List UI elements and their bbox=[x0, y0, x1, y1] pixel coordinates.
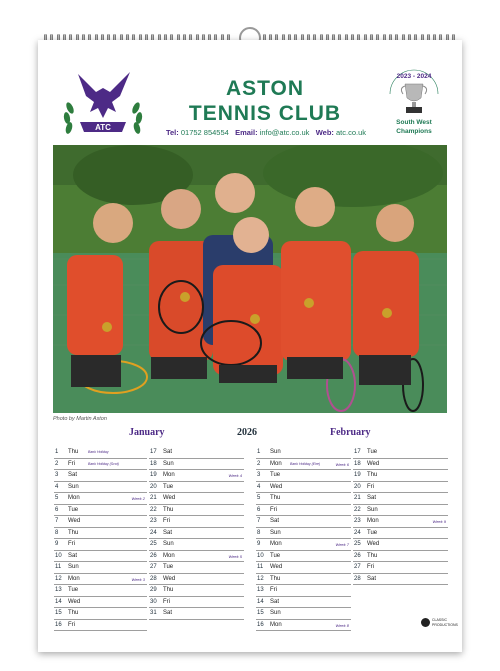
weekday-name: Thu bbox=[270, 575, 281, 582]
photo-credit: Photo by Martin Aston bbox=[53, 416, 107, 422]
calendar-day-row bbox=[256, 585, 351, 597]
calendar-day-row bbox=[256, 608, 351, 620]
calendar-day-row bbox=[149, 562, 244, 574]
weekday-name: Fri bbox=[163, 598, 170, 605]
day-number: 26 bbox=[354, 552, 361, 559]
day-number: 6 bbox=[55, 506, 59, 513]
calendar-day-row bbox=[353, 516, 448, 528]
january-column-1 bbox=[54, 447, 147, 631]
calendar-day-row bbox=[149, 585, 244, 597]
calendar-day-row bbox=[256, 574, 351, 586]
day-number: 10 bbox=[55, 552, 62, 559]
day-number: 11 bbox=[257, 564, 264, 570]
day-number: 5 bbox=[257, 495, 261, 501]
weekday-name: Fri bbox=[270, 506, 277, 513]
weekday-name: Wed bbox=[68, 598, 81, 605]
weekday-name: Sat bbox=[367, 495, 377, 501]
day-number: 8 bbox=[257, 529, 261, 536]
day-number: 21 bbox=[354, 495, 361, 501]
calendar-day-row bbox=[353, 470, 448, 482]
weekday-name: Mon bbox=[270, 460, 282, 467]
weekday-name: Thu bbox=[270, 495, 281, 501]
day-number: 17 bbox=[150, 449, 157, 455]
calendar-day-row bbox=[149, 493, 244, 505]
calendar-day-row bbox=[54, 505, 147, 517]
calendar-day-row bbox=[54, 551, 147, 563]
tel-value: 01752 854554 bbox=[180, 128, 229, 137]
calendar-day-row bbox=[54, 562, 147, 574]
weekday-name: Mon bbox=[163, 472, 175, 478]
weekday-name: Sun bbox=[270, 529, 281, 536]
contact-line bbox=[152, 128, 380, 137]
weekday-name: Fri bbox=[68, 541, 75, 547]
logo-text: ATC bbox=[95, 123, 111, 132]
week-number: Week 9 bbox=[432, 519, 446, 524]
day-number: 7 bbox=[257, 518, 261, 524]
weekday-name: Fri bbox=[270, 587, 277, 593]
day-number: 14 bbox=[55, 598, 62, 605]
day-number: 2 bbox=[55, 460, 59, 467]
calendar-day-row bbox=[256, 620, 351, 632]
calendar-day-row bbox=[256, 539, 351, 551]
weekday-name: Mon bbox=[270, 541, 282, 547]
day-number: 16 bbox=[257, 621, 264, 628]
day-number: 8 bbox=[55, 529, 59, 536]
calendar-day-row bbox=[256, 470, 351, 482]
day-number: 15 bbox=[55, 610, 62, 616]
calendar-day-row bbox=[54, 574, 147, 586]
week-number: Week 8 bbox=[335, 622, 349, 628]
day-number: 22 bbox=[354, 506, 361, 513]
weekday-name: Tue bbox=[163, 483, 174, 490]
calendar-day-row bbox=[256, 528, 351, 540]
calendar-headers bbox=[53, 427, 447, 443]
weekday-name: Fri bbox=[68, 621, 75, 628]
publisher-logo bbox=[421, 617, 458, 629]
day-number: 27 bbox=[150, 564, 157, 570]
calendar-day-row bbox=[353, 574, 448, 586]
day-number: 19 bbox=[150, 472, 157, 478]
weekday-name: Sun bbox=[163, 541, 174, 547]
weekday-name: Thu bbox=[367, 552, 378, 559]
club-title bbox=[150, 76, 380, 126]
weekday-name: Sun bbox=[68, 483, 79, 490]
calendar-day-row bbox=[353, 539, 448, 551]
day-number: 10 bbox=[257, 552, 264, 559]
weekday-name: Thu bbox=[367, 472, 378, 478]
weekday-name: Fri bbox=[367, 564, 374, 570]
weekday-name: Wed bbox=[367, 541, 380, 547]
calendar-day-row bbox=[353, 447, 448, 459]
weekday-name: Wed bbox=[367, 460, 380, 467]
weekday-name: Sun bbox=[270, 449, 281, 455]
day-number: 4 bbox=[257, 483, 261, 490]
weekday-name: Tue bbox=[367, 529, 378, 536]
weekday-name: Sat bbox=[367, 575, 377, 582]
day-number: 17 bbox=[354, 449, 361, 455]
calendar-day-row bbox=[256, 516, 351, 528]
calendar-day-row bbox=[54, 470, 147, 482]
holiday-note: Bank Holiday bbox=[88, 450, 109, 454]
day-number: 31 bbox=[150, 610, 157, 616]
day-number: 14 bbox=[257, 598, 264, 605]
web-label: Web: bbox=[315, 128, 334, 137]
day-number: 13 bbox=[257, 587, 264, 593]
weekday-name: Sat bbox=[68, 552, 78, 559]
weekday-name: Tue bbox=[270, 472, 281, 478]
calendar-day-row bbox=[54, 585, 147, 597]
weekday-name: Sun bbox=[68, 564, 79, 570]
february-column-1 bbox=[256, 447, 351, 631]
calendar-day-row bbox=[256, 551, 351, 563]
week-number: Week 7 bbox=[335, 542, 349, 547]
year-label: 2026 bbox=[237, 427, 257, 438]
weekday-name: Mon bbox=[367, 518, 379, 524]
weekday-name: Mon bbox=[270, 621, 282, 628]
tel-label: Tel: bbox=[165, 128, 179, 137]
club-logo-eagle-icon bbox=[60, 66, 146, 142]
calendar-day-row bbox=[149, 516, 244, 528]
calendar-day-row bbox=[256, 597, 351, 609]
day-number: 1 bbox=[257, 449, 261, 455]
calendar-day-row bbox=[256, 493, 351, 505]
day-number: 15 bbox=[257, 610, 264, 616]
day-number: 23 bbox=[354, 518, 361, 524]
calendar-day-row bbox=[54, 528, 147, 540]
calendar-day-row bbox=[256, 562, 351, 574]
holiday-note: Bank Holiday (Eire) bbox=[290, 461, 321, 466]
day-number: 20 bbox=[150, 483, 157, 490]
day-number: 18 bbox=[150, 460, 157, 467]
weekday-name: Sat bbox=[163, 449, 173, 455]
calendar-day-row bbox=[353, 505, 448, 517]
weekday-name: Thu bbox=[163, 587, 174, 593]
calendar-day-row bbox=[353, 528, 448, 540]
day-number: 22 bbox=[150, 506, 157, 513]
calendar-day-row bbox=[149, 470, 244, 482]
calendar-day-row bbox=[149, 539, 244, 551]
calendar-day-row bbox=[353, 562, 448, 574]
day-number: 9 bbox=[257, 541, 261, 547]
weekday-name: Wed bbox=[68, 518, 81, 524]
badge-season: 2023 - 2024 bbox=[396, 73, 432, 80]
day-number: 25 bbox=[150, 541, 157, 547]
publisher-line-2: PRODUCTIONS bbox=[432, 622, 458, 627]
weekday-name: Sat bbox=[163, 529, 173, 536]
day-number: 23 bbox=[150, 518, 157, 524]
calendar-day-row bbox=[54, 620, 147, 632]
day-number: 11 bbox=[55, 564, 62, 570]
weekday-name: Sun bbox=[367, 506, 378, 513]
calendar-day-row bbox=[256, 459, 351, 471]
calendar-day-row bbox=[149, 551, 244, 563]
month-title-january: January bbox=[129, 427, 165, 438]
weekday-name: Fri bbox=[163, 518, 170, 524]
weekday-name: Tue bbox=[68, 587, 79, 593]
title-line-2: TENNIS CLUB bbox=[188, 102, 342, 125]
weekday-name: Tue bbox=[270, 552, 281, 559]
calendar-day-row bbox=[149, 482, 244, 494]
weekday-name: Tue bbox=[367, 449, 378, 455]
trophy-badge-icon bbox=[386, 66, 442, 140]
weekday-name: Wed bbox=[270, 564, 283, 570]
publisher-name bbox=[432, 618, 458, 627]
day-number: 13 bbox=[55, 587, 62, 593]
calendar-day-row bbox=[54, 539, 147, 551]
calendar-day-row bbox=[54, 447, 147, 459]
day-number: 3 bbox=[257, 472, 261, 478]
day-number: 27 bbox=[354, 564, 361, 570]
calendar-day-row bbox=[149, 608, 244, 620]
day-number: 28 bbox=[354, 575, 361, 582]
badge-line-1: South West bbox=[396, 119, 432, 126]
day-number: 12 bbox=[55, 575, 62, 582]
email-label: Email: bbox=[235, 128, 258, 137]
weekday-name: Sat bbox=[270, 598, 280, 605]
weekday-name: Thu bbox=[163, 506, 174, 513]
calendar-day-row bbox=[353, 459, 448, 471]
title-line-1: ASTON bbox=[225, 77, 305, 100]
calendar-day-row bbox=[54, 597, 147, 609]
badge-line-2: Champions bbox=[396, 128, 432, 135]
calendar-day-row bbox=[256, 482, 351, 494]
calendar-day-row bbox=[54, 608, 147, 620]
day-number: 24 bbox=[150, 529, 157, 536]
publisher-line-1: CLASSIC bbox=[432, 618, 447, 622]
day-number: 26 bbox=[150, 552, 157, 559]
calendar-day-row bbox=[256, 505, 351, 517]
calendar-day-row bbox=[54, 482, 147, 494]
calendar-day-row bbox=[54, 516, 147, 528]
day-number: 9 bbox=[55, 541, 59, 547]
calendar-day-row bbox=[353, 551, 448, 563]
email-value: info@atc.co.uk bbox=[259, 128, 310, 137]
day-number: 2 bbox=[257, 460, 261, 467]
team-photo bbox=[53, 145, 447, 413]
day-number: 5 bbox=[55, 495, 59, 501]
day-number: 25 bbox=[354, 541, 361, 547]
weekday-name: Thu bbox=[68, 529, 79, 536]
weekday-name: Sat bbox=[68, 472, 78, 478]
day-number: 1 bbox=[55, 449, 59, 455]
calendar-day-row bbox=[149, 574, 244, 586]
day-number: 4 bbox=[55, 483, 59, 490]
day-number: 30 bbox=[150, 598, 157, 605]
day-number: 3 bbox=[55, 472, 59, 478]
week-number: Week 4 bbox=[228, 473, 242, 478]
publisher-logo-icon bbox=[421, 618, 430, 627]
calendar-day-row bbox=[353, 482, 448, 494]
weekday-name: Fri bbox=[68, 460, 75, 467]
january-column-2 bbox=[149, 447, 244, 620]
calendar-day-row bbox=[149, 447, 244, 459]
week-number: Week 3 bbox=[131, 576, 145, 582]
weekday-name: Mon bbox=[68, 495, 80, 501]
weekday-name: Sat bbox=[270, 518, 280, 524]
calendar-day-row bbox=[54, 459, 147, 471]
february-column-2 bbox=[353, 447, 448, 585]
weekday-name: Wed bbox=[163, 495, 176, 501]
week-number: Week 6 bbox=[335, 461, 349, 467]
weekday-name: Sun bbox=[270, 610, 281, 616]
weekday-name: Thu bbox=[68, 610, 79, 616]
calendar-day-row bbox=[353, 493, 448, 505]
weekday-name: Mon bbox=[68, 575, 80, 582]
day-number: 7 bbox=[55, 518, 59, 524]
day-number: 28 bbox=[150, 575, 157, 582]
day-number: 20 bbox=[354, 483, 361, 490]
weekday-name: Sat bbox=[163, 610, 173, 616]
weekday-name: Wed bbox=[163, 575, 176, 582]
day-number: 21 bbox=[150, 495, 157, 501]
weekday-name: Tue bbox=[68, 506, 79, 513]
weekday-name: Tue bbox=[163, 564, 174, 570]
calendar-day-row bbox=[149, 505, 244, 517]
calendar-day-row bbox=[256, 447, 351, 459]
day-number: 29 bbox=[150, 587, 157, 593]
holiday-note: Bank Holiday (Scot) bbox=[88, 461, 119, 466]
day-number: 16 bbox=[55, 621, 62, 628]
day-number: 18 bbox=[354, 460, 361, 467]
calendar-day-row bbox=[149, 597, 244, 609]
weekday-name: Fri bbox=[367, 483, 374, 490]
week-number: Week 5 bbox=[228, 553, 242, 559]
calendar-day-row bbox=[149, 459, 244, 471]
weekday-name: Sun bbox=[163, 460, 174, 467]
day-number: 19 bbox=[354, 472, 361, 478]
day-number: 12 bbox=[257, 575, 264, 582]
month-title-february: February bbox=[330, 427, 371, 438]
weekday-name: Thu bbox=[68, 449, 79, 455]
weekday-name: Mon bbox=[163, 552, 175, 559]
calendar-day-row bbox=[149, 528, 244, 540]
web-value: atc.co.uk bbox=[336, 128, 367, 137]
day-number: 6 bbox=[257, 506, 261, 513]
day-number: 24 bbox=[354, 529, 361, 536]
calendar-day-row bbox=[54, 493, 147, 505]
week-number: Week 2 bbox=[131, 496, 145, 501]
weekday-name: Wed bbox=[270, 483, 283, 490]
